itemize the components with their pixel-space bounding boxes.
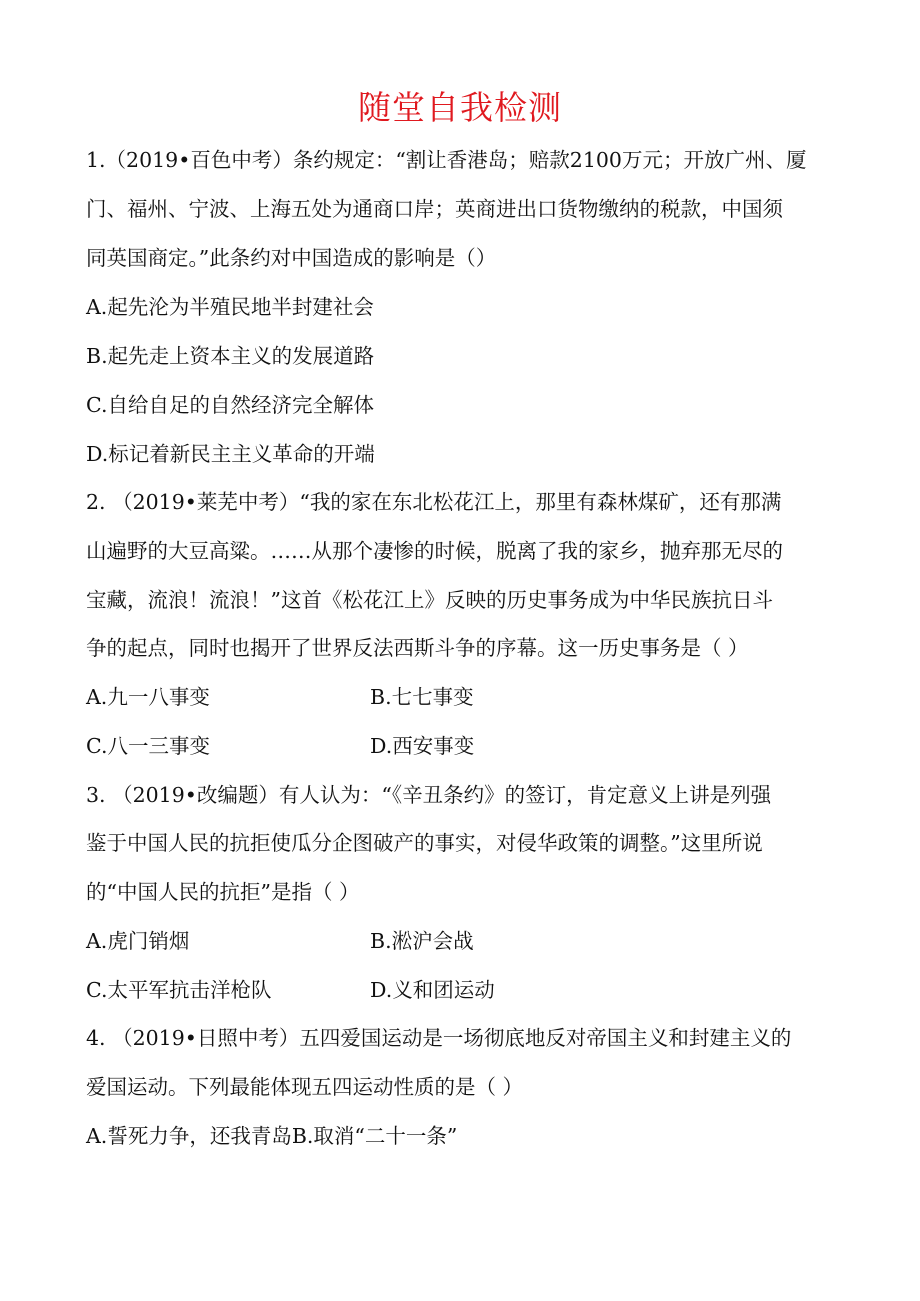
option-c: C.自给自足的自然经济完全解体	[86, 393, 374, 417]
option-d: D.标记着新民主主义革命的开端	[86, 442, 375, 466]
question-stem-line: 鉴于中国人民的抗拒使瓜分企图破产的事实，对侵华政策的调整。”这里所说	[86, 831, 763, 855]
option-a: A.起先沦为半殖民地半封建社会	[86, 295, 374, 319]
option-d: D.西安事变	[370, 734, 475, 758]
option-c: C.太平军抗击洋枪队	[86, 978, 272, 1002]
option-a: A.九一八事变	[86, 685, 210, 709]
question-stem-line: 宝藏，流浪！流浪！”这首《松花江上》反映的历史事务成为中华民族抗日斗	[86, 588, 773, 612]
question-stem-line: 4. （2019•日照中考）五四爱国运动是一场彻底地反对帝国主义和封建主义的	[86, 1026, 792, 1050]
question-stem-line: 山遍野的大豆高粱。……从那个凄惨的时候，脱离了我的家乡，抛弃那无尽的	[86, 539, 783, 563]
question-stem-line: 争的起点，同时也揭开了世界反法西斯斗争的序幕。这一历史事务是（ ）	[86, 636, 749, 660]
option-c: C.八一三事变	[86, 734, 210, 758]
question-stem-line: 3. （2019•改编题）有人认为：“《辛丑条约》的签订，肯定意义上讲是列强	[86, 783, 772, 807]
option-b: B.起先走上资本主义的发展道路	[86, 344, 375, 368]
option-a-b: A.誓死力争，还我青岛B.取消“二十一条”	[86, 1124, 458, 1148]
page-title: 随堂自我检测	[358, 88, 562, 127]
question-stem-line: 同英国商定。”此条约对中国造成的影响是（）	[86, 246, 497, 270]
question-stem-line: 的“中国人民的抗拒”是指（ ）	[86, 880, 360, 904]
question-stem-line: 门、福州、宁波、上海五处为通商口岸；英商进出口货物缴纳的税款，中国须	[86, 197, 783, 221]
option-b: B.淞沪会战	[370, 929, 474, 953]
question-stem-line: 1.（2019•百色中考）条约规定：“割让香港岛；赔款2100万元；开放广州、厦	[86, 148, 807, 172]
question-stem-line: 2. （2019•莱芜中考）“我的家在东北松花江上，那里有森林煤矿，还有那满	[86, 490, 782, 514]
option-b: B.七七事变	[370, 685, 474, 709]
option-a: A.虎门销烟	[86, 929, 190, 953]
option-d: D.义和团运动	[370, 978, 495, 1002]
question-stem-line: 爱国运动。下列最能体现五四运动性质的是（ ）	[86, 1075, 524, 1099]
